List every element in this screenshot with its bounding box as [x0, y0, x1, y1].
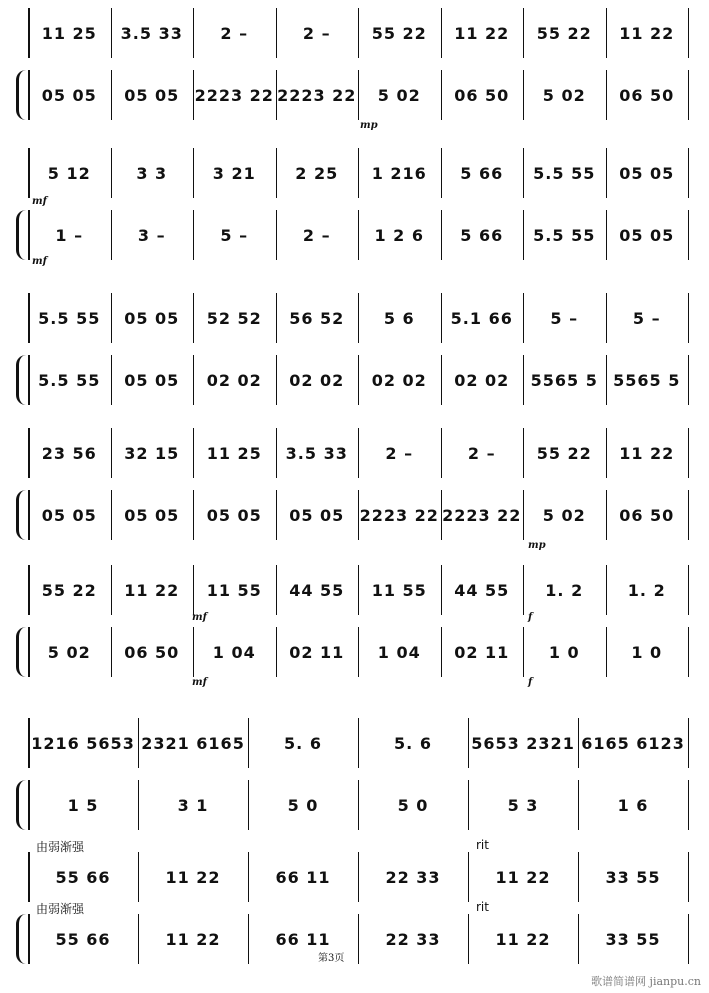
measure-notes: 55 22 [41, 580, 97, 600]
measure-notes: 55 66 [55, 929, 111, 949]
dynamic-marking: mf [32, 196, 47, 207]
measure [578, 852, 688, 902]
measure-notes: 3 1 [177, 795, 209, 815]
upper-staff [28, 148, 688, 198]
measure-notes: 5 6 [383, 308, 415, 328]
measure [111, 210, 194, 260]
measure [28, 914, 138, 964]
measure [111, 148, 194, 198]
measure-notes: 6165 6123 [581, 733, 685, 753]
measure [468, 914, 578, 964]
expression-text: rit [476, 838, 489, 852]
page-number: 第3页 [318, 953, 345, 964]
measure-notes: 56 52 [289, 308, 345, 328]
measure [28, 70, 111, 120]
measure [358, 565, 441, 615]
measure [606, 8, 689, 58]
measure [28, 148, 111, 198]
barline [688, 565, 689, 615]
measure [111, 8, 194, 58]
measure-notes: 11 25 [41, 23, 97, 43]
barline [688, 70, 689, 120]
measure-notes: 06 50 [619, 85, 675, 105]
measure-notes: 2 – [385, 443, 414, 463]
measure [193, 355, 276, 405]
dynamic-marking: mf [192, 612, 207, 623]
measure [28, 565, 111, 615]
lower-staff [28, 210, 688, 260]
dynamic-marking: mp [528, 540, 546, 551]
measure [523, 490, 606, 540]
measure [358, 852, 468, 902]
measure-notes: 22 33 [385, 867, 441, 887]
measure [523, 293, 606, 343]
measure-notes: 5 02 [542, 85, 586, 105]
measure-notes: 1. 2 [627, 580, 666, 600]
measure [111, 428, 194, 478]
measure [441, 8, 524, 58]
measure [441, 210, 524, 260]
measure-notes: 5. 6 [394, 733, 432, 753]
measure-notes: 5 66 [460, 163, 504, 183]
upper-staff [28, 8, 688, 58]
measure-notes: 33 55 [605, 929, 661, 949]
measure [28, 852, 138, 902]
upper-staff [28, 428, 688, 478]
barline [688, 780, 689, 830]
system-brace [16, 852, 28, 964]
measure-notes: 33 55 [605, 867, 661, 887]
measure-notes: 5 3 [507, 795, 539, 815]
measure [276, 428, 359, 478]
measure-notes: 55 22 [371, 23, 427, 43]
measure-notes: 11 22 [619, 23, 675, 43]
measure-notes: 55 22 [536, 443, 592, 463]
dynamic-marking: f [528, 677, 533, 688]
measure-notes: 02 11 [289, 642, 345, 662]
lower-staff [28, 627, 688, 677]
measure-notes: 1 5 [67, 795, 99, 815]
site-watermark: 歌谱简谱网 jianpu.cn [591, 975, 701, 988]
measure [441, 565, 524, 615]
measure-notes: 05 05 [124, 370, 180, 390]
measure-notes: 2321 6165 [141, 733, 245, 753]
measure [441, 428, 524, 478]
measure [358, 718, 468, 768]
upper-staff [28, 718, 688, 768]
measure-notes: 66 11 [275, 867, 331, 887]
measure-notes: 1 04 [377, 642, 421, 662]
measure [138, 718, 248, 768]
barline [688, 718, 689, 768]
measure [248, 718, 358, 768]
measure-notes: 1 04 [212, 642, 256, 662]
measure [606, 210, 689, 260]
measure [523, 627, 606, 677]
measure-notes: 06 50 [124, 642, 180, 662]
measure-notes: 22 33 [385, 929, 441, 949]
measure-notes: 5653 2321 [471, 733, 575, 753]
measure [441, 293, 524, 343]
measure-notes: 11 22 [165, 867, 221, 887]
measure-notes: 1. 2 [545, 580, 584, 600]
measure [441, 490, 524, 540]
system-brace [16, 293, 28, 405]
measure [28, 627, 111, 677]
measure [248, 780, 358, 830]
measure-notes: 44 55 [454, 580, 510, 600]
measure [468, 718, 578, 768]
measure [606, 428, 689, 478]
measure [193, 293, 276, 343]
measure-notes: 11 22 [495, 929, 551, 949]
measure [28, 490, 111, 540]
lower-staff [28, 914, 688, 964]
measure [358, 627, 441, 677]
measure [248, 852, 358, 902]
measure [358, 8, 441, 58]
measure-notes: 05 05 [289, 505, 345, 525]
measure-notes: 2223 22 [277, 85, 357, 105]
measure [441, 355, 524, 405]
measure [28, 8, 111, 58]
measure [523, 355, 606, 405]
measure [138, 914, 248, 964]
measure [578, 718, 688, 768]
system-brace [16, 8, 28, 120]
system-brace [16, 718, 28, 830]
measure-notes: 5.5 55 [38, 308, 101, 328]
measure [111, 70, 194, 120]
measure [111, 293, 194, 343]
dynamic-marking: mp [360, 120, 378, 131]
measure-notes: 11 22 [124, 580, 180, 600]
measure [193, 148, 276, 198]
measure [441, 627, 524, 677]
measure-notes: 5 02 [47, 642, 91, 662]
measure-notes: 11 55 [206, 580, 262, 600]
measure [276, 210, 359, 260]
measure [276, 490, 359, 540]
upper-staff [28, 565, 688, 615]
barline [688, 210, 689, 260]
expression-text: 由弱渐强 [36, 840, 85, 854]
measure-notes: 1 6 [617, 795, 649, 815]
dynamic-marking: mf [192, 677, 207, 688]
measure-notes: 02 02 [289, 370, 345, 390]
measure-notes: 05 05 [206, 505, 262, 525]
measure [138, 780, 248, 830]
measure [276, 355, 359, 405]
barline [688, 8, 689, 58]
measure-notes: 11 25 [206, 443, 262, 463]
measure-notes: 3 – [137, 225, 166, 245]
measure-notes: 05 05 [619, 163, 675, 183]
barline [688, 355, 689, 405]
measure [358, 210, 441, 260]
measure-notes: 1 0 [548, 642, 580, 662]
measure-notes: 5. 6 [284, 733, 322, 753]
measure-notes: 02 02 [454, 370, 510, 390]
measure-notes: 02 02 [206, 370, 262, 390]
measure [606, 293, 689, 343]
measure-notes: 2 – [302, 225, 331, 245]
measure [468, 852, 578, 902]
measure [193, 428, 276, 478]
measure-notes: 23 56 [41, 443, 97, 463]
measure-notes: 5 – [550, 308, 579, 328]
measure-notes: 05 05 [124, 308, 180, 328]
measure-notes: 05 05 [124, 505, 180, 525]
measure [276, 70, 359, 120]
lower-staff [28, 780, 688, 830]
measure-notes: 11 22 [165, 929, 221, 949]
dynamic-marking: f [528, 612, 533, 623]
measure [606, 627, 689, 677]
measure-notes: 1 – [55, 225, 84, 245]
measure [606, 70, 689, 120]
score-system [16, 293, 688, 405]
measure [28, 780, 138, 830]
measure-notes: 32 15 [124, 443, 180, 463]
measure-notes: 05 05 [619, 225, 675, 245]
measure-notes: 3 3 [136, 163, 168, 183]
measure-notes: 1216 5653 [31, 733, 135, 753]
measure [358, 914, 468, 964]
measure-notes: 2 – [220, 23, 249, 43]
measure-notes: 5 – [220, 225, 249, 245]
barline [688, 293, 689, 343]
lower-staff [28, 355, 688, 405]
measure-notes: 5.5 55 [533, 225, 596, 245]
measure-notes: 66 11 [275, 929, 331, 949]
measure-notes: 5 0 [287, 795, 319, 815]
barline [688, 148, 689, 198]
measure-notes: 5 – [632, 308, 661, 328]
barline [688, 914, 689, 964]
barline [688, 852, 689, 902]
measure [523, 8, 606, 58]
measure-notes: 55 22 [536, 23, 592, 43]
measure [276, 627, 359, 677]
measure [28, 428, 111, 478]
measure [193, 565, 276, 615]
measure [111, 355, 194, 405]
score-system [16, 565, 688, 688]
measure-notes: 5565 5 [613, 370, 681, 390]
measure [28, 293, 111, 343]
measure [138, 852, 248, 902]
measure [523, 565, 606, 615]
measure [606, 148, 689, 198]
measure [578, 780, 688, 830]
measure [468, 780, 578, 830]
measure-notes: 1 0 [631, 642, 663, 662]
measure-notes: 02 11 [454, 642, 510, 662]
measure [358, 355, 441, 405]
measure [606, 355, 689, 405]
measure-notes: 05 05 [124, 85, 180, 105]
measure-notes: 06 50 [619, 505, 675, 525]
measure-notes: 5.5 55 [38, 370, 101, 390]
measure [276, 148, 359, 198]
measure [441, 148, 524, 198]
upper-staff [28, 852, 688, 902]
measure-notes: 44 55 [289, 580, 345, 600]
measure [276, 8, 359, 58]
measure [358, 70, 441, 120]
measure-notes: 5.1 66 [450, 308, 513, 328]
system-brace [16, 565, 28, 677]
measure-notes: 02 02 [371, 370, 427, 390]
measure [606, 490, 689, 540]
measure [111, 490, 194, 540]
measure-notes: 55 66 [55, 867, 111, 887]
measure [358, 428, 441, 478]
measure-notes: 5 12 [47, 163, 91, 183]
score-system [16, 718, 688, 830]
measure-notes: 2 25 [295, 163, 339, 183]
measure-notes: 11 55 [371, 580, 427, 600]
upper-staff [28, 293, 688, 343]
measure-notes: 3 21 [212, 163, 256, 183]
measure [578, 914, 688, 964]
measure [523, 70, 606, 120]
score-system [16, 8, 688, 131]
measure-notes: 1 2 6 [374, 225, 425, 245]
measure-notes: 06 50 [454, 85, 510, 105]
measure-notes: 2223 22 [359, 505, 439, 525]
score-system [16, 428, 688, 551]
measure-notes: 2223 22 [194, 85, 274, 105]
measure [358, 490, 441, 540]
measure [358, 148, 441, 198]
measure-notes: 5 02 [377, 85, 421, 105]
measure-notes: 5565 5 [530, 370, 598, 390]
measure [193, 70, 276, 120]
measure-notes: 1 216 [371, 163, 427, 183]
measure-notes: 2 – [302, 23, 331, 43]
measure-notes: 11 22 [454, 23, 510, 43]
measure [523, 210, 606, 260]
measure-notes: 3.5 33 [285, 443, 348, 463]
measure-notes: 2223 22 [442, 505, 522, 525]
measure-notes: 11 22 [495, 867, 551, 887]
measure-notes: 05 05 [41, 85, 97, 105]
measure [606, 565, 689, 615]
measure [523, 148, 606, 198]
system-brace [16, 428, 28, 540]
barline [688, 428, 689, 478]
measure [193, 627, 276, 677]
measure [276, 293, 359, 343]
lower-staff [28, 70, 688, 120]
barline [688, 490, 689, 540]
expression-text: 由弱渐强 [36, 902, 85, 916]
measure-notes: 5 0 [397, 795, 429, 815]
measure [193, 490, 276, 540]
measure-notes: 05 05 [41, 505, 97, 525]
measure [276, 565, 359, 615]
measure [193, 8, 276, 58]
measure [358, 780, 468, 830]
dynamic-marking: mf [32, 256, 47, 267]
measure [523, 428, 606, 478]
expression-text: rit [476, 900, 489, 914]
measure [111, 627, 194, 677]
measure [111, 565, 194, 615]
measure-notes: 11 22 [619, 443, 675, 463]
measure [28, 210, 111, 260]
measure [28, 355, 111, 405]
measure [358, 293, 441, 343]
measure [441, 70, 524, 120]
score-system [16, 838, 688, 964]
barline [688, 627, 689, 677]
measure-notes: 52 52 [206, 308, 262, 328]
measure-notes: 5 66 [460, 225, 504, 245]
measure-notes: 5 02 [542, 505, 586, 525]
measure-notes: 2 – [467, 443, 496, 463]
system-brace [16, 148, 28, 260]
measure [28, 718, 138, 768]
lower-staff [28, 490, 688, 540]
measure [193, 210, 276, 260]
measure-notes: 5.5 55 [533, 163, 596, 183]
measure-notes: 3.5 33 [120, 23, 183, 43]
score-system [16, 148, 688, 267]
